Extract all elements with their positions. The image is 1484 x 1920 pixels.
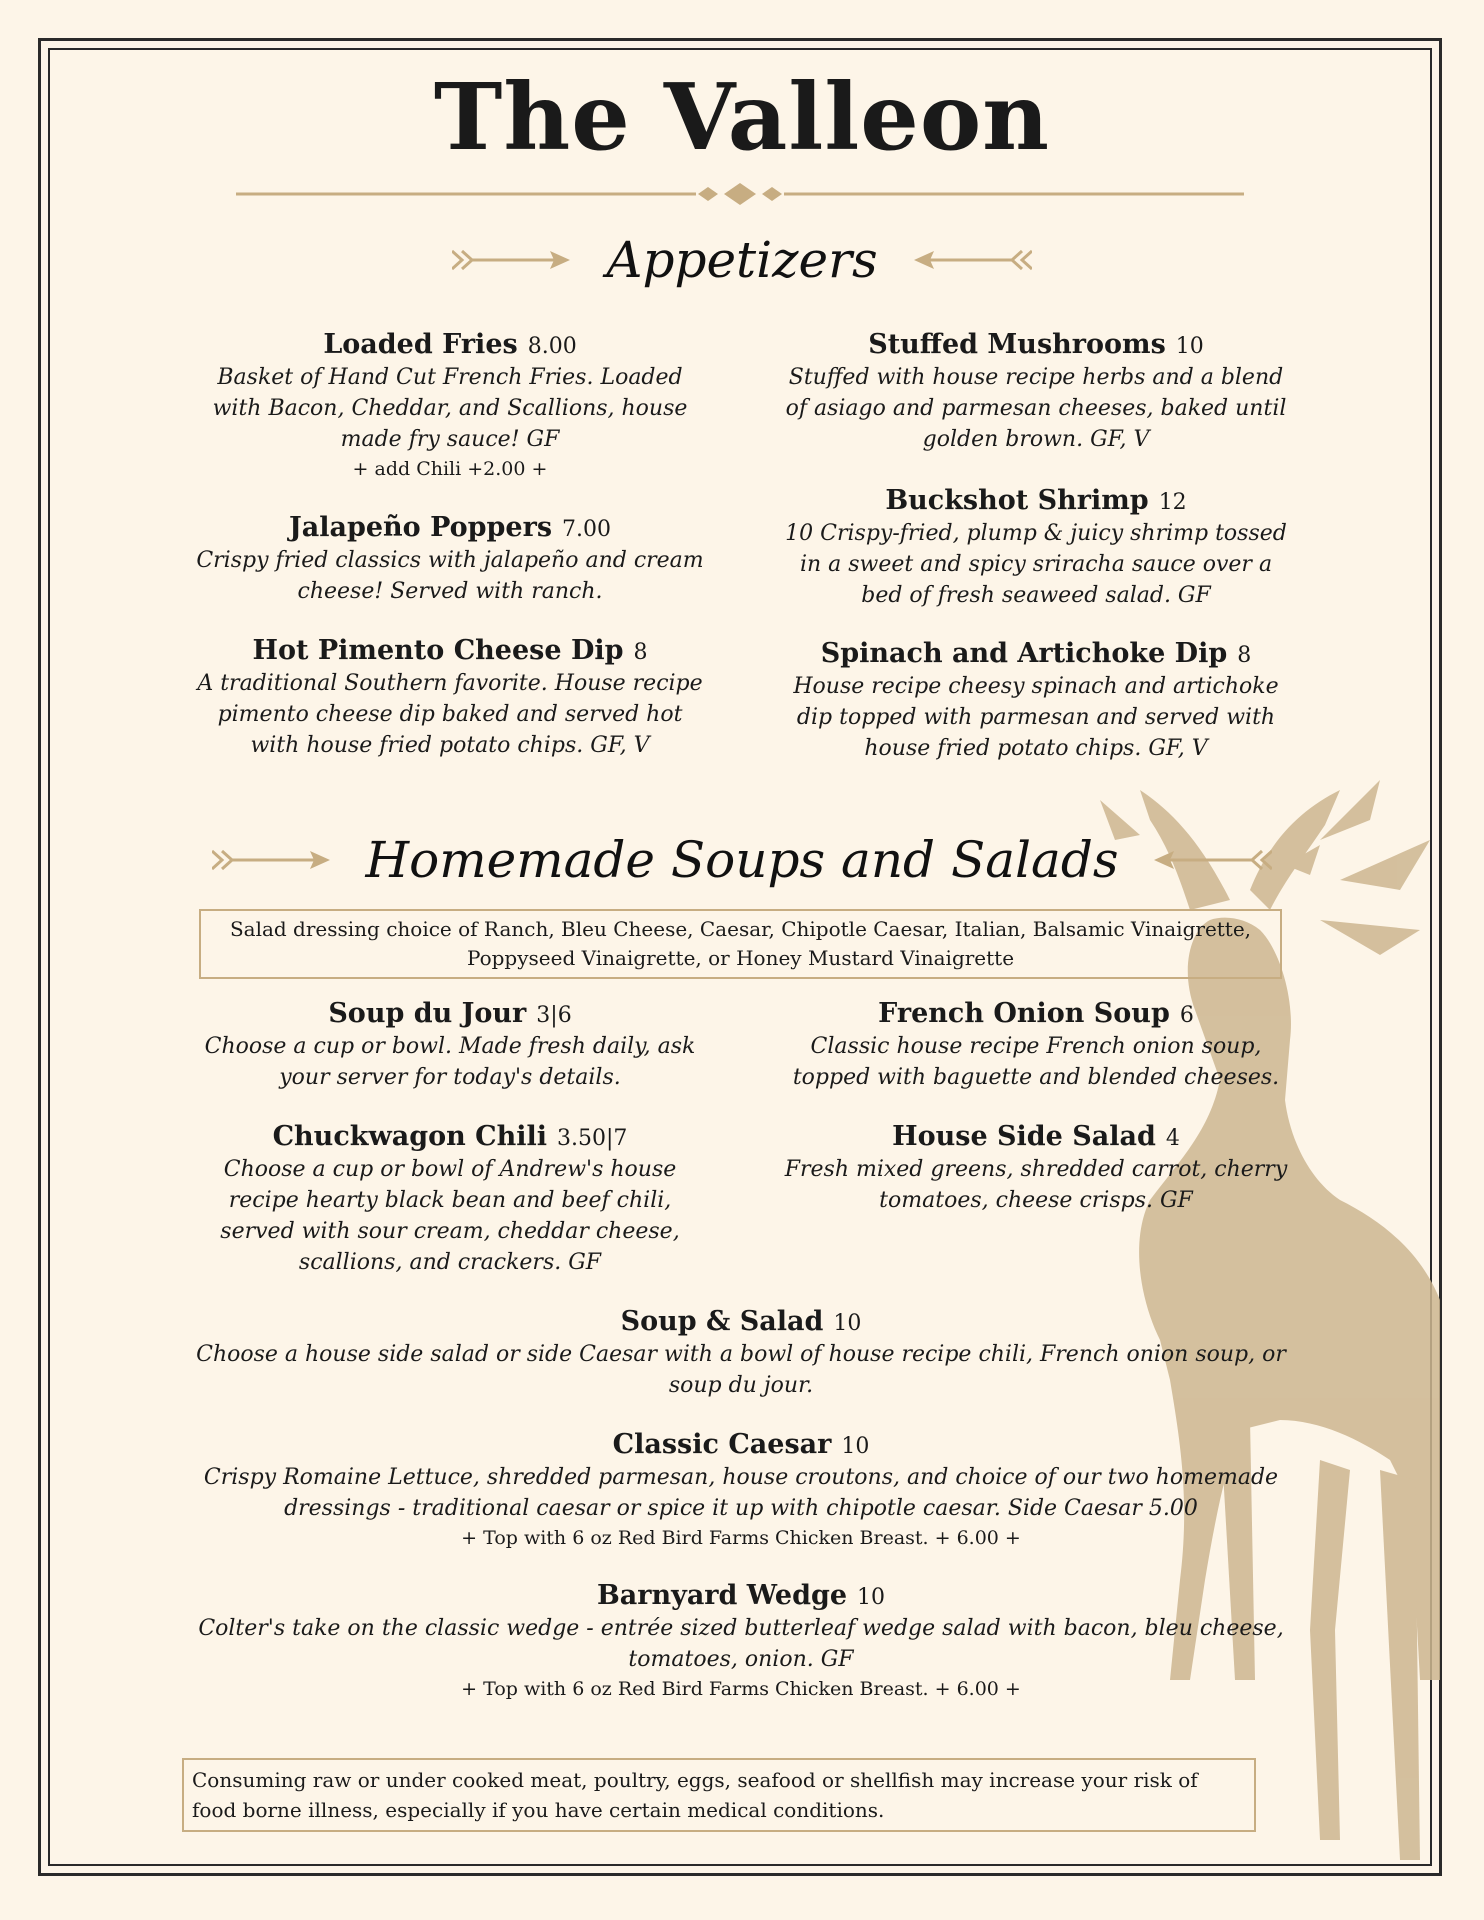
item-name: House Side Salad bbox=[892, 1121, 1156, 1152]
item-description: House recipe cheesy spinach and artichoke dip topped with parmesan and served with house fried potato chips. GF, V bbox=[793, 674, 1279, 761]
item-price: 3.50|7 bbox=[557, 1126, 628, 1151]
item-price: 10 bbox=[833, 1311, 862, 1336]
item-description: Colter's take on the classic wedge - entrée sized butterleaf wedge salad with bacon, bleu cheese, tomatoes, onion. GF bbox=[198, 1616, 1284, 1672]
item-name: Loaded Fries bbox=[323, 329, 518, 360]
item-price: 4 bbox=[1165, 1126, 1180, 1151]
item-description: Stuffed with house recipe herbs and a blend of asiago and parmesan cheeses, baked until golden brown. GF, V bbox=[785, 365, 1287, 452]
menu-item bbox=[196, 1305, 1286, 1401]
item-name: Spinach and Artichoke Dip bbox=[820, 638, 1228, 669]
item-description: Classic house recipe French onion soup, topped with baguette and blended cheeses. bbox=[792, 1034, 1280, 1090]
item-name: Chuckwagon Chili bbox=[272, 1121, 548, 1152]
item-price: 10 bbox=[1175, 334, 1204, 359]
item-price: 3|6 bbox=[536, 1003, 572, 1028]
menu-item bbox=[776, 484, 1296, 611]
item-description: Crispy fried classics with jalapeño and cream cheese! Served with ranch. bbox=[196, 548, 704, 604]
restaurant-name: The Valleon bbox=[433, 63, 1051, 171]
item-price: 12 bbox=[1158, 490, 1187, 515]
appetizers-title: Appetizers bbox=[606, 231, 878, 289]
item-name: Buckshot Shrimp bbox=[885, 485, 1149, 516]
appetizers-heading bbox=[0, 226, 1484, 290]
menu-item bbox=[776, 997, 1296, 1093]
arrow-left-icon bbox=[912, 245, 1032, 275]
item-name: Classic Caesar bbox=[612, 1429, 832, 1460]
food-safety-warning: Consuming raw or under cooked meat, poultry, eggs, seafood or shellfish may increase your risk of food borne illness, especially if you have certain medical conditions. bbox=[182, 1758, 1256, 1832]
item-description: Choose a cup or bowl. Made fresh daily, ask your server for today's details. bbox=[204, 1034, 696, 1090]
menu-item bbox=[776, 637, 1296, 764]
item-price: 8 bbox=[633, 640, 648, 665]
item-name: Hot Pimento Cheese Dip bbox=[252, 635, 624, 666]
item-addon: + add Chili +2.00 + bbox=[352, 458, 548, 480]
soups-heading bbox=[0, 826, 1484, 890]
item-name: Stuffed Mushrooms bbox=[868, 329, 1166, 360]
dressing-note: Salad dressing choice of Ranch, Bleu Cheese, Caesar, Chipotle Caesar, Italian, Balsamic Vinaigrette, Poppyseed Vinaigrette, or Honey Mustard Vinaigrette bbox=[199, 909, 1282, 979]
item-price: 7.00 bbox=[562, 517, 612, 542]
menu-item bbox=[776, 328, 1296, 455]
item-description: A traditional Southern favorite. House recipe pimento cheese dip baked and served hot with house fried potato chips. GF, V bbox=[197, 671, 703, 758]
item-addon: + Top with 6 oz Red Bird Farms Chicken Breast. + 6.00 + bbox=[461, 1527, 1021, 1549]
item-name: Barnyard Wedge bbox=[596, 1580, 848, 1611]
menu-item bbox=[190, 328, 710, 483]
item-description: Basket of Hand Cut French Fries. Loaded with Bacon, Cheddar, and Scallions, house made fry sauce! GF bbox=[212, 365, 688, 452]
item-name: Soup du Jour bbox=[328, 998, 527, 1029]
soups-title: Homemade Soups and Salads bbox=[365, 831, 1119, 889]
menu-item bbox=[190, 1120, 710, 1278]
menu-item bbox=[190, 511, 710, 607]
item-name: Soup & Salad bbox=[620, 1306, 824, 1337]
menu-item bbox=[196, 1579, 1286, 1703]
item-price: 10 bbox=[857, 1585, 886, 1610]
item-addon: + Top with 6 oz Red Bird Farms Chicken Breast. + 6.00 + bbox=[461, 1678, 1021, 1700]
arrow-left-icon bbox=[1152, 845, 1272, 875]
menu-item bbox=[776, 1120, 1296, 1216]
item-price: 8.00 bbox=[527, 334, 577, 359]
menu-item bbox=[190, 634, 710, 761]
menu-item bbox=[190, 997, 710, 1093]
item-description: Fresh mixed greens, shredded carrot, cherry tomatoes, cheese crisps. GF bbox=[784, 1157, 1288, 1213]
item-price: 6 bbox=[1179, 1003, 1194, 1028]
item-description: Choose a house side salad or side Caesar with a bowl of house recipe chili, French onion soup, or soup du jour. bbox=[196, 1342, 1286, 1398]
arrow-right-icon bbox=[212, 845, 332, 875]
item-price: 8 bbox=[1237, 643, 1252, 668]
item-price: 10 bbox=[841, 1434, 870, 1459]
diamond-divider-icon bbox=[236, 182, 1244, 206]
item-name: Jalapeño Poppers bbox=[288, 512, 553, 543]
item-description: Choose a cup or bowl of Andrew's house recipe hearty black bean and beef chili, served with sour cream, cheddar cheese, scallions, and crackers. GF bbox=[220, 1157, 680, 1275]
menu-item bbox=[196, 1428, 1286, 1552]
item-description: Crispy Romaine Lettuce, shredded parmesan, house croutons, and choice of our two homemade dressings - traditional caesar or spice it up with chipotle caesar. Side Caesar 5.00 bbox=[203, 1465, 1279, 1521]
arrow-right-icon bbox=[452, 245, 572, 275]
item-description: 10 Crispy-fried, plump & juicy shrimp tossed in a sweet and spicy sriracha sauce over a bed of fresh seaweed salad. GF bbox=[785, 521, 1287, 608]
item-name: French Onion Soup bbox=[878, 998, 1170, 1029]
